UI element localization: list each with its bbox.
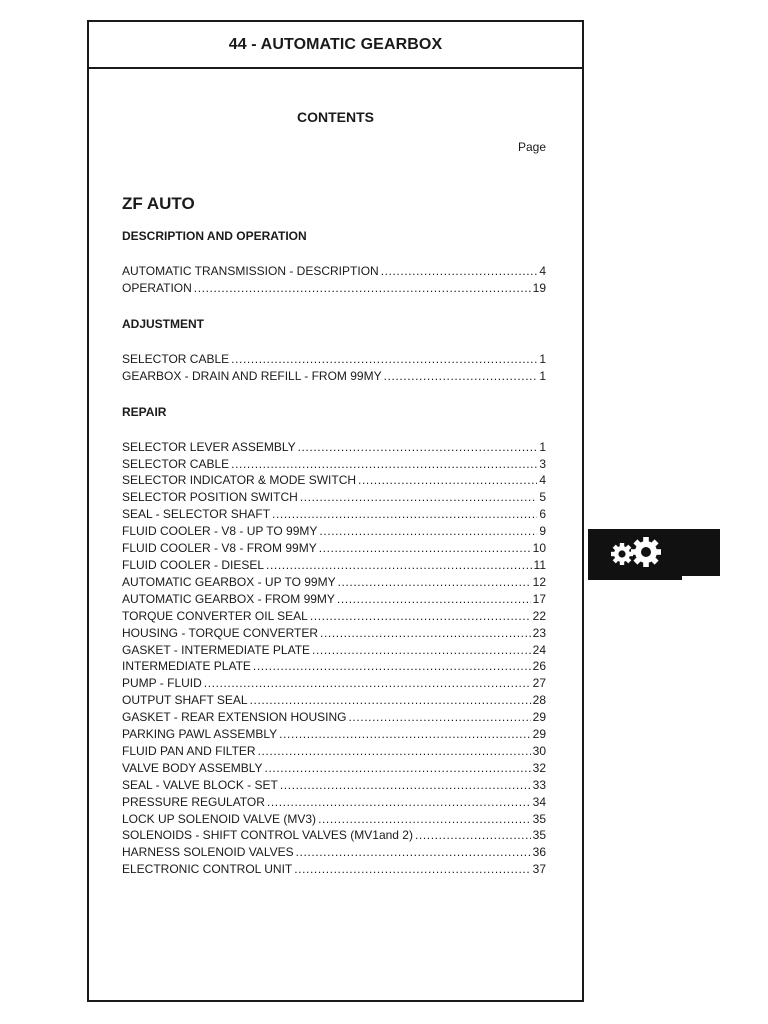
dot-leader xyxy=(300,489,538,506)
toc-entry-title: SELECTOR LEVER ASSEMBLY xyxy=(122,439,296,454)
toc-entry-title: INTERMEDIATE PLATE xyxy=(122,659,251,674)
toc-entry-page: 10 xyxy=(532,541,546,556)
dot-leader xyxy=(312,642,531,659)
dot-leader xyxy=(310,608,531,625)
toc-entry[interactable] xyxy=(122,439,546,456)
toc-entry-page: 33 xyxy=(532,777,546,792)
dot-leader xyxy=(279,726,530,743)
toc-entry-title: HOUSING - TORQUE CONVERTER xyxy=(122,625,319,640)
page-column-label: Page xyxy=(517,140,546,154)
dot-leader xyxy=(337,591,531,608)
dot-leader xyxy=(272,506,537,523)
toc-entry-page: 4 xyxy=(539,264,546,278)
toc-entry-title: FLUID COOLER - V8 - UP TO 99MY xyxy=(122,524,318,539)
toc-entry-title: SELECTOR CABLE xyxy=(122,351,230,366)
toc-entry-page: 32 xyxy=(532,760,546,775)
toc-entry-list xyxy=(122,351,546,385)
toc-entry-title: TORQUE CONVERTER OIL SEAL xyxy=(122,608,308,623)
chapter-side-tab xyxy=(588,529,720,580)
toc-group-heading: REPAIR xyxy=(122,404,167,419)
toc-entry-page: 19 xyxy=(532,280,546,295)
toc-entry-page: 1 xyxy=(539,439,546,454)
dot-leader xyxy=(319,540,531,557)
toc-entry-title: PUMP - FLUID xyxy=(122,676,202,691)
toc-entry-page: 29 xyxy=(532,710,546,725)
toc-entry[interactable] xyxy=(122,675,546,692)
toc-entry[interactable] xyxy=(122,811,546,828)
toc-entry[interactable] xyxy=(122,557,546,574)
toc-entry-title: PRESSURE REGULATOR xyxy=(122,794,265,809)
toc-entry[interactable] xyxy=(122,777,546,794)
toc-entry[interactable] xyxy=(122,608,546,625)
toc-entry[interactable] xyxy=(122,506,546,523)
toc-entry-title: AUTOMATIC GEARBOX - FROM 99MY xyxy=(122,591,335,606)
toc-entry-title: GASKET - INTERMEDIATE PLATE xyxy=(122,642,311,657)
toc-entry-title: OUTPUT SHAFT SEAL xyxy=(122,693,248,708)
dot-leader xyxy=(296,844,531,861)
dot-leader xyxy=(253,658,531,675)
toc-entry[interactable] xyxy=(122,574,546,591)
toc-entry[interactable] xyxy=(122,540,546,557)
dot-leader xyxy=(320,625,531,642)
toc-entry-title: SEAL - SELECTOR SHAFT xyxy=(122,507,271,522)
toc-entry-list xyxy=(122,263,546,297)
dot-leader xyxy=(267,794,531,811)
toc-entry-title: SOLENOIDS - SHIFT CONTROL VALVES (MV1and 2) xyxy=(122,828,413,843)
dot-leader xyxy=(358,472,537,489)
toc-entry-title: ELECTRONIC CONTROL UNIT xyxy=(122,862,293,877)
toc-entry-page: 12 xyxy=(532,574,546,589)
toc-entry[interactable] xyxy=(122,625,546,642)
page-header xyxy=(89,22,582,69)
toc-entry-page: 11 xyxy=(533,557,546,572)
dot-leader xyxy=(231,351,537,368)
toc-entry-page: 29 xyxy=(532,727,546,742)
dot-leader xyxy=(194,280,531,297)
toc-entry-page: 30 xyxy=(532,743,546,758)
toc-entry[interactable] xyxy=(122,472,546,489)
toc-entry-title: PARKING PAWL ASSEMBLY xyxy=(122,727,278,742)
toc-group-heading: ADJUSTMENT xyxy=(122,316,205,331)
dot-leader xyxy=(294,861,530,878)
dot-leader xyxy=(415,827,531,844)
toc-entry-page: 35 xyxy=(532,828,546,843)
toc-entry[interactable] xyxy=(122,794,546,811)
dot-leader xyxy=(298,439,538,456)
toc-entry[interactable] xyxy=(122,861,546,878)
dot-leader xyxy=(258,743,531,760)
toc-entry-title: FLUID COOLER - DIESEL xyxy=(122,557,265,572)
dot-leader xyxy=(265,760,531,777)
side-tab-notch xyxy=(682,576,720,580)
toc-entry-title: AUTOMATIC GEARBOX - UP TO 99MY xyxy=(122,574,336,589)
toc-entry-page: 23 xyxy=(532,625,546,640)
toc-entry[interactable] xyxy=(122,591,546,608)
dot-leader xyxy=(204,675,531,692)
dot-leader xyxy=(318,811,531,828)
toc-body xyxy=(122,194,546,898)
toc-entry-page: 24 xyxy=(532,642,546,657)
toc-entry[interactable] xyxy=(122,844,546,861)
toc-entry-page: 1 xyxy=(539,368,546,383)
toc-entry-title: OPERATION xyxy=(122,280,192,295)
dot-leader xyxy=(231,456,537,473)
toc-entry-title: FLUID COOLER - V8 - FROM 99MY xyxy=(122,541,317,556)
toc-entry[interactable] xyxy=(122,827,546,844)
toc-entry-title: SELECTOR POSITION SWITCH xyxy=(122,490,298,505)
toc-entry[interactable] xyxy=(122,760,546,777)
dot-leader xyxy=(266,557,532,574)
toc-entry[interactable] xyxy=(122,489,546,506)
toc-entry[interactable] xyxy=(122,726,546,743)
toc-entry[interactable] xyxy=(122,658,546,675)
toc-entry-page: 37 xyxy=(532,862,546,877)
toc-entry-page: 35 xyxy=(532,811,546,826)
toc-entry-page: 4 xyxy=(539,473,546,488)
toc-entry-title: FLUID PAN AND FILTER xyxy=(122,743,256,758)
dot-leader xyxy=(348,709,530,726)
toc-entry[interactable] xyxy=(122,692,546,709)
toc-entry[interactable] xyxy=(122,523,546,540)
toc-entry-title: SEAL - VALVE BLOCK - SET xyxy=(122,777,278,792)
dot-leader xyxy=(338,574,531,591)
section-title: ZF AUTO xyxy=(122,194,195,213)
toc-entry-page: 28 xyxy=(532,693,546,708)
toc-entry-page: 36 xyxy=(532,845,546,860)
toc-entry-title: VALVE BODY ASSEMBLY xyxy=(122,760,263,775)
toc-entry-page: 5 xyxy=(539,490,546,505)
toc-entry[interactable] xyxy=(122,456,546,473)
toc-entry[interactable] xyxy=(122,642,546,659)
toc-entry-page: 27 xyxy=(532,676,546,691)
toc-entry[interactable] xyxy=(122,368,546,385)
toc-entry[interactable] xyxy=(122,263,546,280)
dot-leader xyxy=(250,692,531,709)
toc-entry-title: HARNESS SOLENOID VALVES xyxy=(122,845,294,860)
dot-leader xyxy=(384,368,538,385)
document-page xyxy=(87,20,584,1002)
toc-entry-title: SELECTOR CABLE xyxy=(122,456,230,471)
toc-entry-title: AUTOMATIC TRANSMISSION - DESCRIPTION xyxy=(122,264,379,278)
chapter-title: 44 - AUTOMATIC GEARBOX xyxy=(228,35,443,53)
dot-leader xyxy=(280,777,531,794)
toc-entry-page: 6 xyxy=(539,507,546,522)
toc-entry-page: 34 xyxy=(532,794,546,809)
toc-group-heading: DESCRIPTION AND OPERATION xyxy=(122,229,307,243)
toc-entry-title: SELECTOR INDICATOR & MODE SWITCH xyxy=(122,473,357,488)
contents-heading: CONTENTS xyxy=(297,109,374,125)
toc-groups xyxy=(122,229,546,878)
toc-entry[interactable] xyxy=(122,709,546,726)
dot-leader xyxy=(381,263,538,280)
toc-entry[interactable] xyxy=(122,280,546,297)
toc-entry-list xyxy=(122,439,546,879)
toc-entry-title: GASKET - REAR EXTENSION HOUSING xyxy=(122,710,347,725)
toc-entry-page: 17 xyxy=(532,591,546,606)
toc-entry-title: GEARBOX - DRAIN AND REFILL - FROM 99MY xyxy=(122,368,382,383)
toc-entry-page: 1 xyxy=(539,351,546,366)
gears-icon xyxy=(608,533,666,576)
toc-entry-page: 26 xyxy=(532,659,546,674)
toc-entry[interactable] xyxy=(122,743,546,760)
toc-entry-page: 22 xyxy=(532,608,546,623)
toc-entry[interactable] xyxy=(122,351,546,368)
toc-entry-page: 3 xyxy=(539,456,546,471)
dot-leader xyxy=(319,523,537,540)
toc-entry-title: LOCK UP SOLENOID VALVE (MV3) xyxy=(122,811,317,826)
toc-entry-page: 9 xyxy=(539,524,546,539)
